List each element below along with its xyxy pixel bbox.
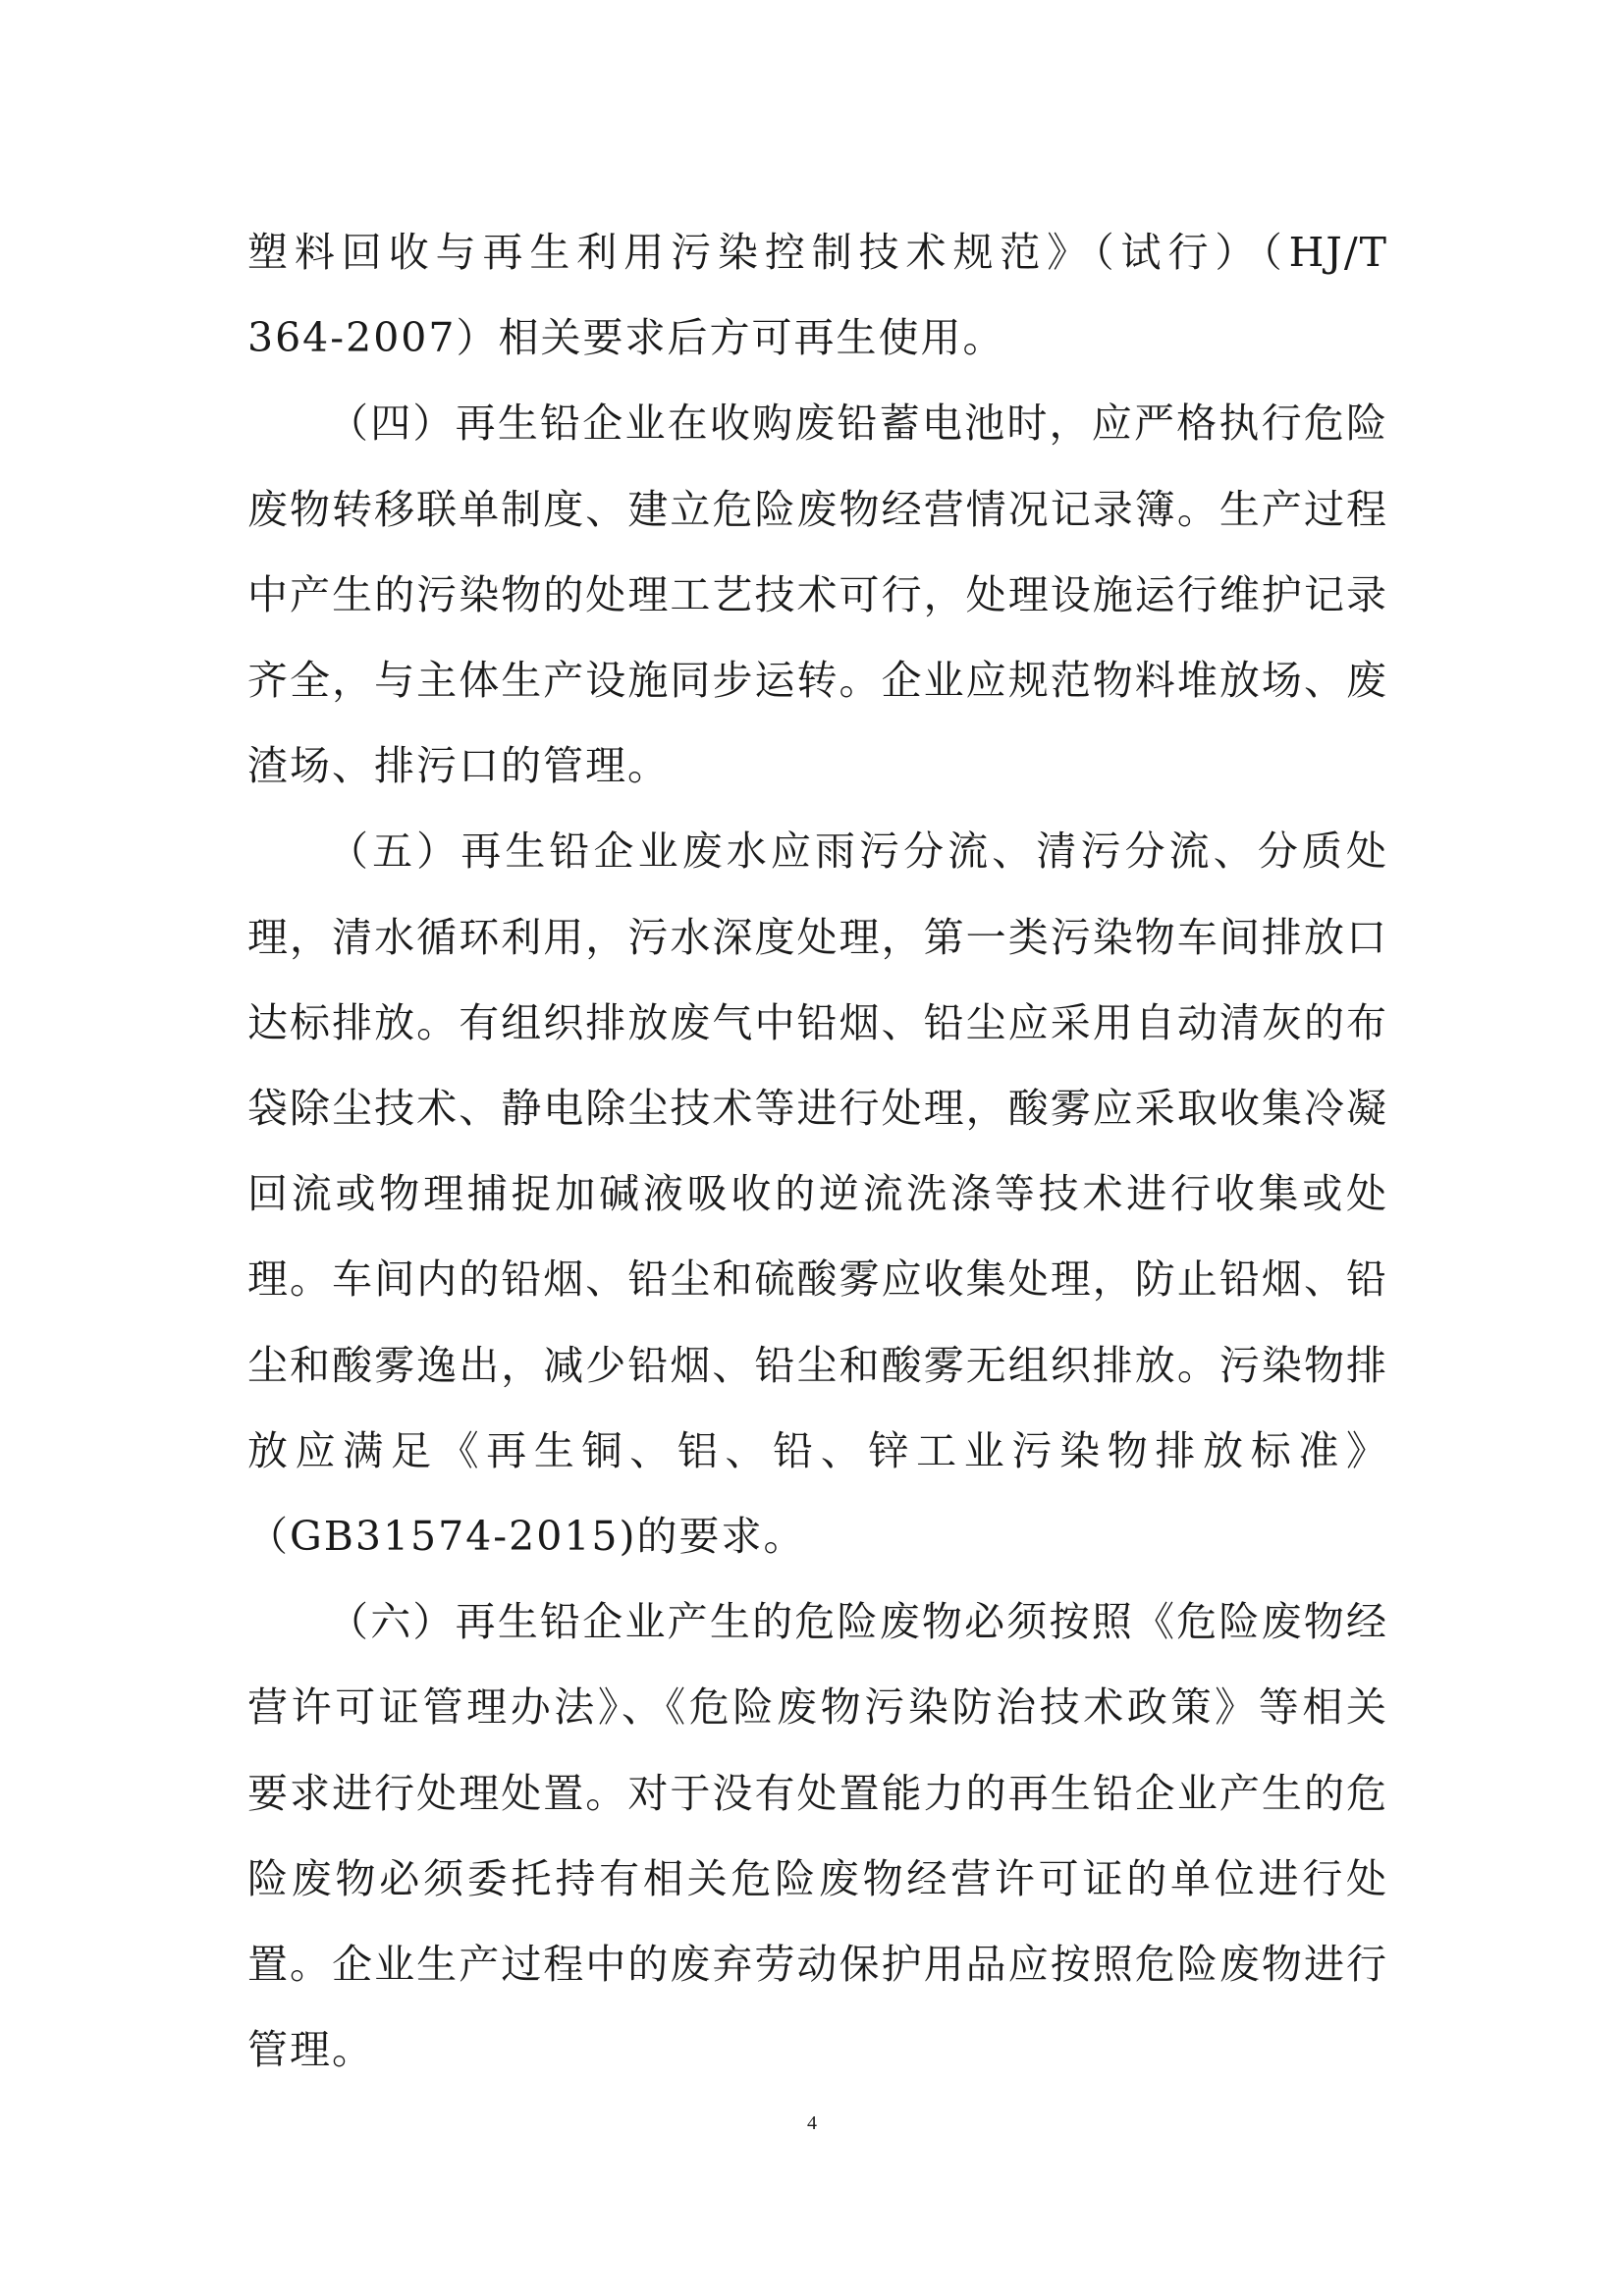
paragraph-continuation: 塑料回收与再生利用污染控制技术规范》（试行）（HJ/T 364-2007）相关要求后方可再生使用。 bbox=[247, 229, 1388, 362]
body-text bbox=[247, 210, 1388, 2093]
page-number: 4 bbox=[807, 2112, 817, 2134]
paragraph-item-5: （五）再生铅企业废水应雨污分流、清污分流、分质处理，清水循环利用，污水深度处理，第一类污染物车间排放口达标排放。有组织排放废气中铅烟、铅尘应采用自动清灰的布袋除尘技术、静电除尘技术等进行处理，酸雾应采取收集冷凝回流或物理捕捉加碱液吸收的逆流洗涤等技术进行收集或处理。车间内的铅烟、铅尘和硫酸雾应收集处理，防止铅烟、铅尘和酸雾逸出，减少铅烟、铅尘和酸雾无组织排放。污染物排放应满足《再生铜、铝、铅、锌工业污染物排放标准》（GB31574-2015)的要求。 bbox=[247, 828, 1388, 1561]
paragraph-item-6: （六）再生铅企业产生的危险废物必须按照《危险废物经营许可证管理办法》、《危险废物污染防治技术政策》等相关要求进行处理处置。对于没有处置能力的再生铅企业产生的危险废物必须委托持有相关危险废物经营许可证的单位进行处置。企业生产过程中的废弃劳动保护用品应按照危险废物进行管理。 bbox=[247, 1598, 1388, 2074]
paragraph-item-4: （四）再生铅企业在收购废铅蓄电池时，应严格执行危险废物转移联单制度、建立危险废物经营情况记录簿。生产过程中产生的污染物的处理工艺技术可行，处理设施运行维护记录齐全，与主体生产设施同步运转。企业应规范物料堆放场、废渣场、排污口的管理。 bbox=[247, 400, 1388, 790]
